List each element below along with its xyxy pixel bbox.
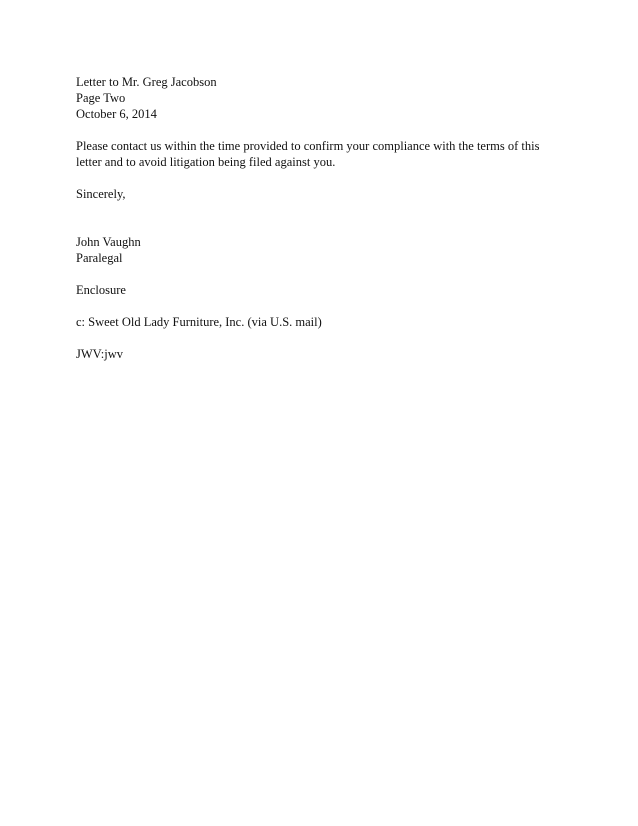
page-number-line: Page Two: [76, 91, 126, 105]
body-paragraph-line-1: Please contact us within the time provided to confirm your compliance with the terms of this: [76, 139, 540, 153]
signature-block: [76, 234, 566, 266]
body-paragraph: [76, 138, 566, 170]
enclosure-notation: Enclosure: [76, 283, 126, 297]
body-paragraph-line-2: letter and to avoid litigation being filed against you.: [76, 155, 336, 169]
spacer: [76, 298, 566, 314]
signer-name: John Vaughn: [76, 235, 141, 249]
signer-title: Paralegal: [76, 251, 123, 265]
spacer: [76, 170, 566, 186]
signature-space: [76, 202, 566, 234]
spacer: [76, 266, 566, 282]
spacer: [76, 122, 566, 138]
reference-initials: JWV:jwv: [76, 347, 123, 361]
recipient-line: Letter to Mr. Greg Jacobson: [76, 75, 217, 89]
letter-header: [76, 74, 566, 122]
closing-salutation: Sincerely,: [76, 187, 126, 201]
date-line: October 6, 2014: [76, 107, 157, 121]
cc-notation: c: Sweet Old Lady Furniture, Inc. (via U.S. mail): [76, 315, 322, 329]
spacer: [76, 330, 566, 346]
letter-content: [76, 74, 566, 362]
